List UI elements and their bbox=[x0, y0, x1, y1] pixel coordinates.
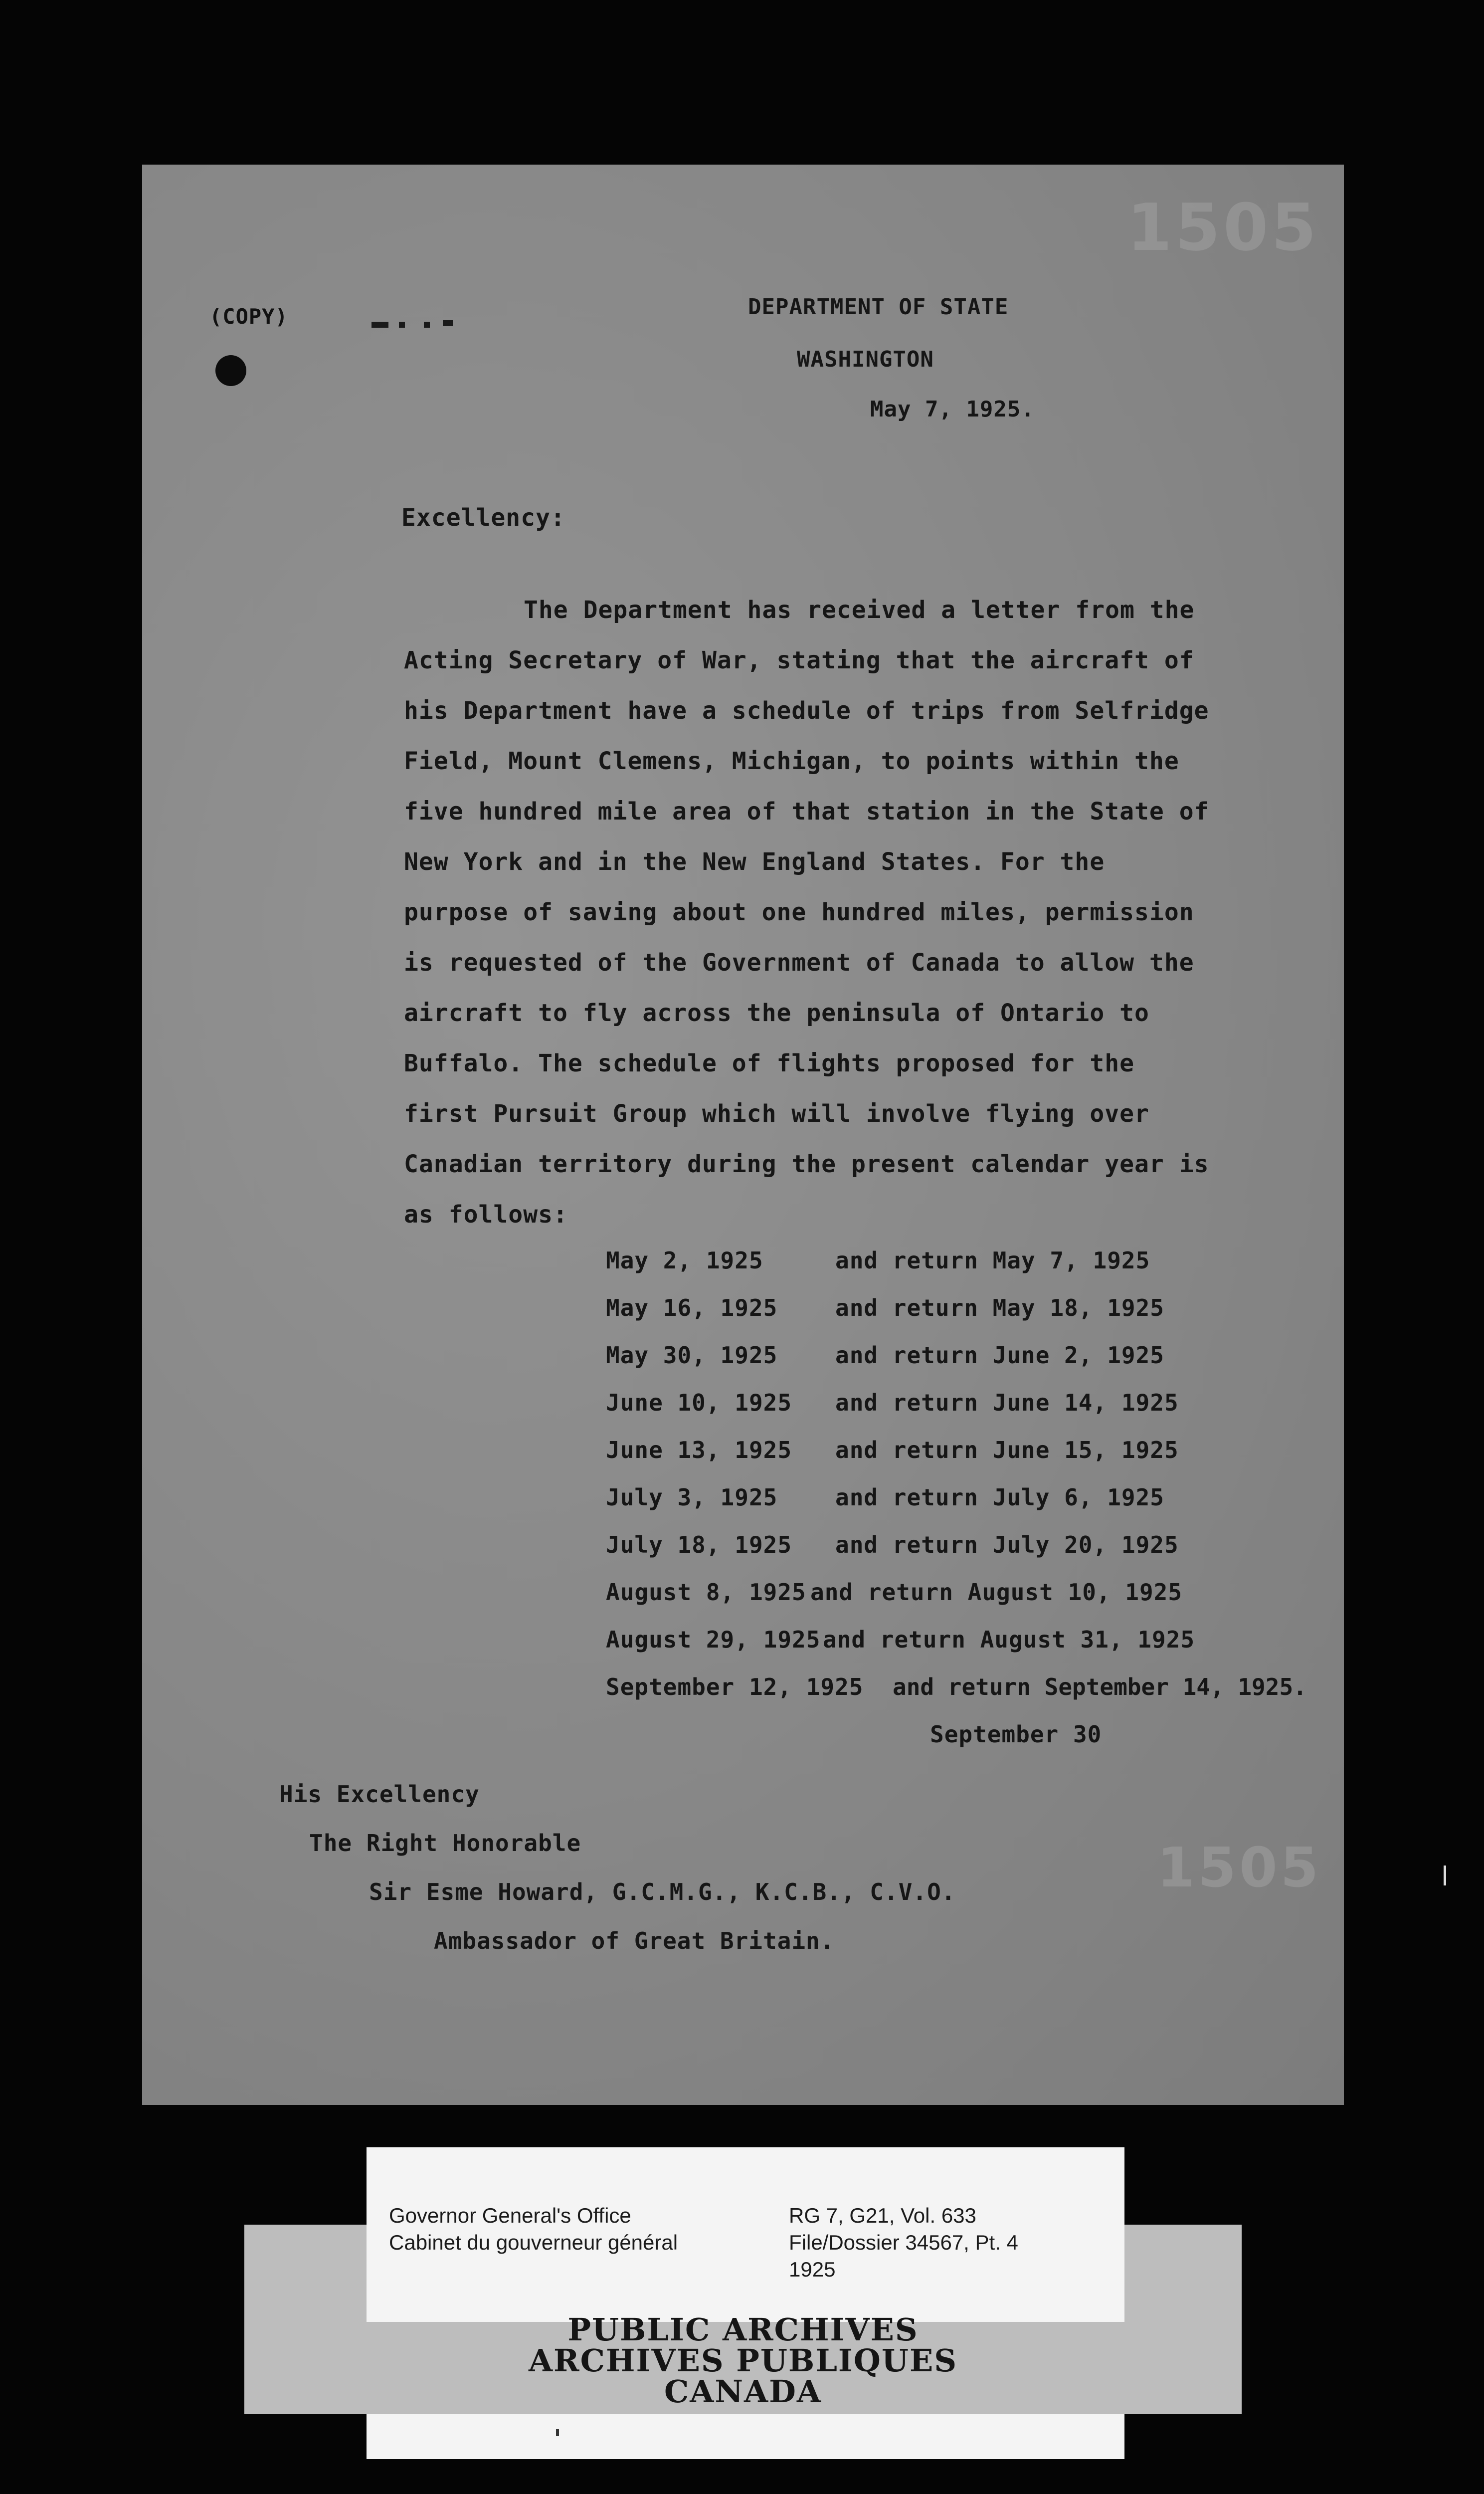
schedule-return-date: and return June 15, 1925 bbox=[835, 1437, 1179, 1463]
addressee-line: Sir Esme Howard, G.C.M.G., K.C.B., C.V.O. bbox=[369, 1878, 956, 1905]
punch-hole bbox=[215, 355, 246, 386]
schedule-depart-date: June 10, 1925 bbox=[606, 1389, 792, 1416]
margin-dash bbox=[424, 322, 430, 328]
archive-year: 1925 bbox=[789, 2258, 836, 2281]
schedule-depart-date: August 8, 1925 bbox=[606, 1579, 806, 1606]
body-line: first Pursuit Group which will involve flying over bbox=[404, 1100, 1149, 1128]
body-line: aircraft to fly across the peninsula of Ontario to bbox=[404, 999, 1149, 1027]
margin-dash bbox=[399, 322, 405, 328]
schedule-return-date: and return September 14, 1925. bbox=[893, 1673, 1307, 1700]
body-line: his Department have a schedule of trips from Selfridge bbox=[404, 697, 1209, 725]
schedule-return-date: and return June 14, 1925 bbox=[835, 1389, 1179, 1416]
salutation: Excellency: bbox=[401, 504, 565, 532]
margin-dash bbox=[371, 322, 388, 328]
body-line: is requested of the Government of Canada to allow the bbox=[404, 949, 1194, 977]
schedule-depart-date: May 30, 1925 bbox=[606, 1342, 778, 1369]
office-french: Cabinet du gouverneur général bbox=[389, 2231, 678, 2254]
schedule-depart-date: July 18, 1925 bbox=[606, 1531, 792, 1558]
strip-mark bbox=[556, 2429, 559, 2436]
body-line: Acting Secretary of War, stating that the aircraft of bbox=[404, 646, 1194, 674]
schedule-depart-date: July 3, 1925 bbox=[606, 1484, 778, 1511]
schedule-depart-date: May 16, 1925 bbox=[606, 1294, 778, 1321]
body-line: The Department has received a letter from the bbox=[524, 596, 1195, 624]
schedule-depart-date: May 2, 1925 bbox=[606, 1247, 763, 1274]
margin-dash bbox=[443, 320, 453, 326]
body-line: Field, Mount Clemens, Michigan, to points within the bbox=[404, 747, 1179, 775]
body-line: as follows: bbox=[404, 1201, 568, 1229]
copy-mark: (COPY) bbox=[209, 304, 288, 329]
archive-label-strip bbox=[367, 2414, 1124, 2459]
archive-stamp-line2: ARCHIVES PUBLIQUES bbox=[528, 2342, 958, 2379]
schedule-depart-date: August 29, 1925 bbox=[606, 1626, 821, 1653]
body-line: Buffalo. The schedule of flights proposed for the bbox=[404, 1049, 1135, 1077]
letter-page bbox=[142, 165, 1344, 2105]
archive-stamp-line3: CANADA bbox=[664, 2373, 822, 2410]
body-line: Canadian territory during the present calendar year is bbox=[404, 1150, 1209, 1178]
schedule-return-date: and return July 6, 1925 bbox=[835, 1484, 1164, 1511]
archive-stamp-line1: PUBLIC ARCHIVES bbox=[567, 2311, 919, 2348]
schedule-return-date: and return July 20, 1925 bbox=[835, 1531, 1179, 1558]
faint-file-stamp: 1505 bbox=[1127, 190, 1319, 265]
letterhead-department: DEPARTMENT OF STATE bbox=[748, 294, 1009, 320]
office-english: Governor General's Office bbox=[389, 2204, 631, 2227]
body-line: purpose of saving about one hundred miles, permission bbox=[404, 898, 1194, 926]
faint-file-stamp: 1505 bbox=[1157, 1836, 1322, 1899]
edge-mark bbox=[1444, 1866, 1446, 1885]
addressee-line: His Excellency bbox=[279, 1781, 480, 1808]
body-line: five hundred mile area of that station in the State of bbox=[404, 798, 1209, 826]
schedule-return-date: and return May 7, 1925 bbox=[835, 1247, 1150, 1274]
addressee-line: The Right Honorable bbox=[309, 1830, 581, 1857]
schedule-depart-date: June 13, 1925 bbox=[606, 1437, 792, 1463]
schedule-return-date: September 30 bbox=[930, 1721, 1102, 1748]
archive-reference: RG 7, G21, Vol. 633 bbox=[789, 2204, 976, 2227]
addressee-line: Ambassador of Great Britain. bbox=[434, 1927, 835, 1954]
schedule-return-date: and return June 2, 1925 bbox=[835, 1342, 1164, 1369]
letter-date: May 7, 1925. bbox=[870, 397, 1035, 422]
body-line: New York and in the New England States. For the bbox=[404, 848, 1105, 876]
schedule-return-date: and return August 10, 1925 bbox=[810, 1579, 1183, 1606]
schedule-return-date: and return August 31, 1925 bbox=[823, 1626, 1195, 1653]
archive-file: File/Dossier 34567, Pt. 4 bbox=[789, 2231, 1018, 2254]
letterhead-city: WASHINGTON bbox=[797, 347, 934, 372]
schedule-depart-date: September 12, 1925 bbox=[606, 1673, 864, 1700]
schedule-return-date: and return May 18, 1925 bbox=[835, 1294, 1164, 1321]
